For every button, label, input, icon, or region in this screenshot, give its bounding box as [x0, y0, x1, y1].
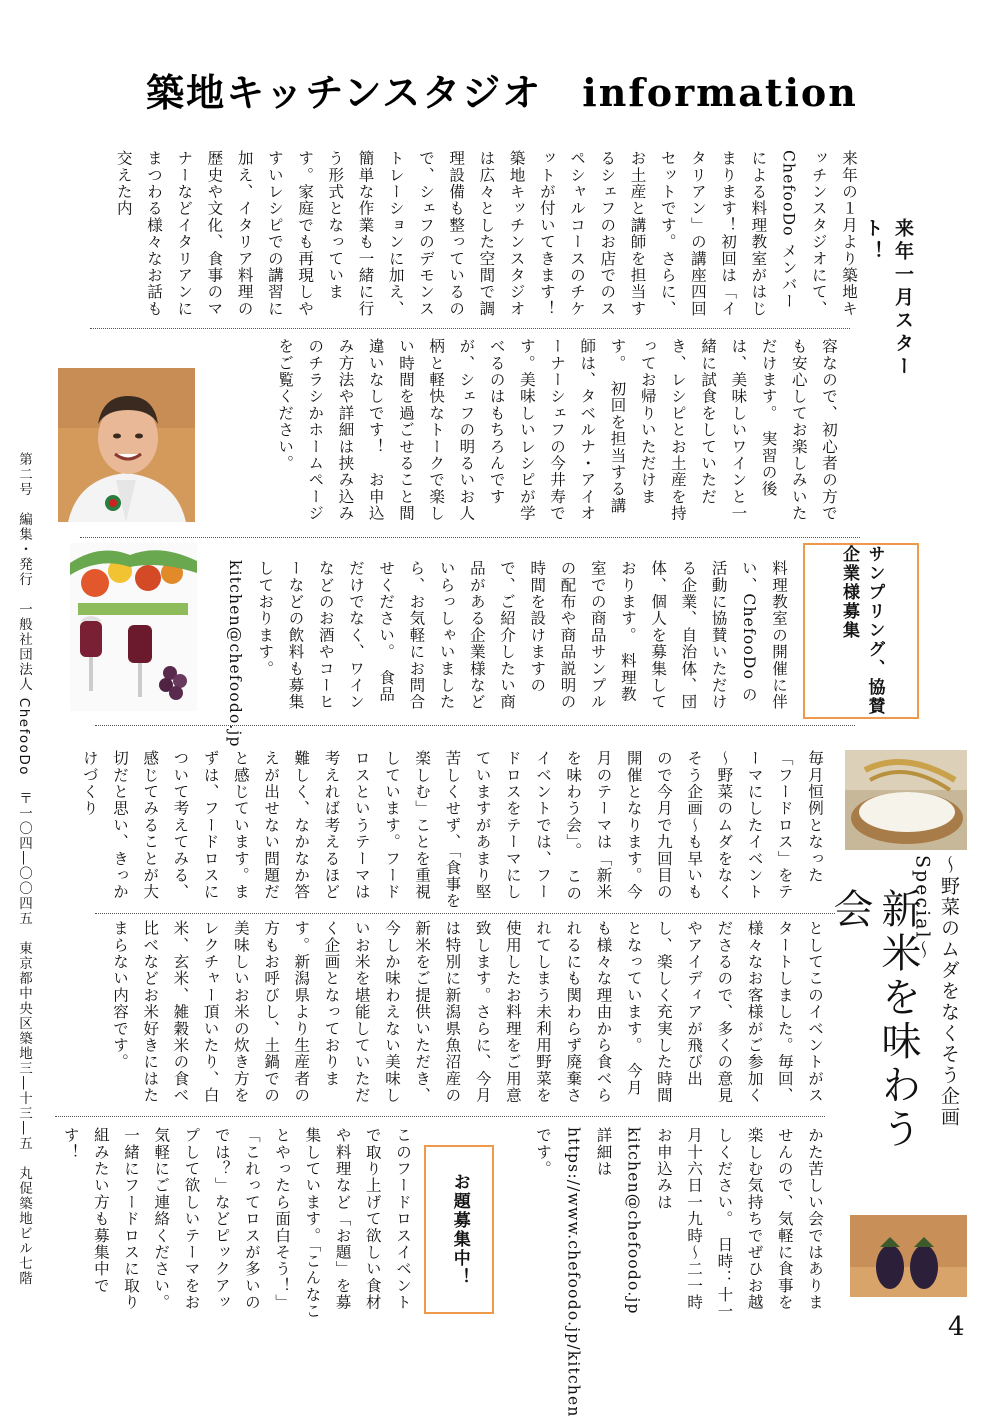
sponsor-column: 料理教室の開催に伴い、ChefooDo の活動に協賛いただける企業、自治体、団体、個人を募集しております。 料理教室での商品サンプルの配布や商品説明の時間を設けますので、ご紹介したい商品がある企業様などいらっしゃいましたら、お気軽にお問合せください。 食品だけでなく、ワインなどのお酒やコーヒーなどの飲料も募集しております。kitchen@chefoodo.jp [226, 560, 788, 748]
section-divider [80, 537, 860, 538]
topic-column: このフードロスイベントで取り上げて欲しい食材や料理など「お題」を募集しています。「こんなことやったら面白そう！」「これってロスが多いのでは？」などピックアップして欲しいテーマをお気軽にご連絡ください。一緒にフードロスに取り組みたい方も募集中です！ [61, 1127, 412, 1320]
event-title: 新米を味わう会 [827, 888, 921, 1152]
vegetable-wine-photo [70, 543, 197, 711]
event-subtitle: ～野菜のムダをなくそう企画 Special～ [911, 855, 960, 1128]
publisher-footer: 第二号 編集・発行 一般社団法人 ChefooDo 〒一〇四―〇〇四五 東京都中央区築地三―十三―五 丸促築地ビル七階 [16, 452, 32, 1287]
event-column-lower: としてこのイベントがスタートしました。毎回、様々なお客様がご参加くださるので、多くの意見やアイディアが飛び出し、楽しく充実した時間となっています。 今月も様々な理由から食べられるにも関わらず廃棄されてしまう未利用野菜を使用したお料理をご用意致します。さらに、今月は特別に新潟県魚沼産の新米をご提供いただき、今しか味わえない美味しいお米を堪能していただく企画となっております。新潟県より生産者の方もお呼びし、土鍋での美味しいお米の炊き方をレクチャー頂いたり、白米、玄米、雑穀米の食べ比べなどお米好きにはたまらない内容です。 [110, 920, 824, 1104]
info-column-top: 来年の１月より築地キッチンスタジオにて、ChefooDo メンバーによる料理教室がはじまります！初回は「イタリアン」の講座四回セットです。さらに、お土産と講師を担当するシェフのお店でのスペシャルコースのチケットが付いてきます！ 築地キッチンスタジオは広々とした空間で調理設備も整っているので、シェフのデモンストレーションに加え、簡単な作業も一緒に行う形式となっています。家庭でも再現しやすいレシピでの講習に加え、イタリア料理の歴史や文化、食事のマナーなどイタリアンにまつわる様々なお話も交えた内 [114, 150, 858, 334]
page-title: 築地キッチンスタジオ information [146, 70, 858, 115]
section-divider [95, 725, 855, 726]
event-column-bottom: かた苦しい会ではありませんので、気軽に食事を楽しむ気持ちでぜひお越しください。 日時：十一月十六日一九時～二一時 お申込みは kitchen@chefoodo.jp 詳細は https://www.chefoodo.jp/kitchen です。 [534, 1127, 824, 1418]
eggplant-photo [850, 1215, 967, 1297]
rice-photo [845, 750, 967, 850]
chef-photo [58, 368, 195, 522]
section-divider [55, 1116, 825, 1117]
sponsor-box: サンプリング、協賛企業様募集 [803, 543, 919, 719]
info-column-bottom: 容なので、初心者の方でも安心してお楽しみいただけます。 実習の後は、美味しいワインと一緒に試食をしていただき、レシピとお土産を持ってお帰りいただけます。 初回を担当する講師は、タベルナ・アイオーナーシェフの今井寿です。美味しいレシピが学べるのはもちろんですが、シェフの明るいお人柄と軽快なトークで楽しい時間を過ごせること間違いなしです！ お申込み方法や詳細は挟み込みのチラシかホームページをご覧ください。 [276, 338, 838, 522]
topic-box: お題募集中！ [424, 1145, 494, 1314]
info-headline: 来年一月スタート！ [861, 218, 914, 379]
page-number: 4 [948, 1312, 965, 1342]
section-divider [90, 328, 850, 329]
section-divider [95, 913, 835, 914]
event-column-upper: 毎月恒例となった「フードロス」をテーマにしたイベント～野菜のムダをなくそう企画～も早いもので今月で九回目の開催となります。今月のテーマは「新米を味わう会」。 このイベントでは、フードロスをテーマにしていますがあまり堅苦しくせず、「食事を楽しむ」ことを重視しています。フードロスというテーマは考えれば考えるほど難しく、なかなか答えが出せない問題だと感じています。まずは、フードロスについて考えてみる、感じてみることが大切だと思い、きっかけづくり [80, 750, 824, 910]
